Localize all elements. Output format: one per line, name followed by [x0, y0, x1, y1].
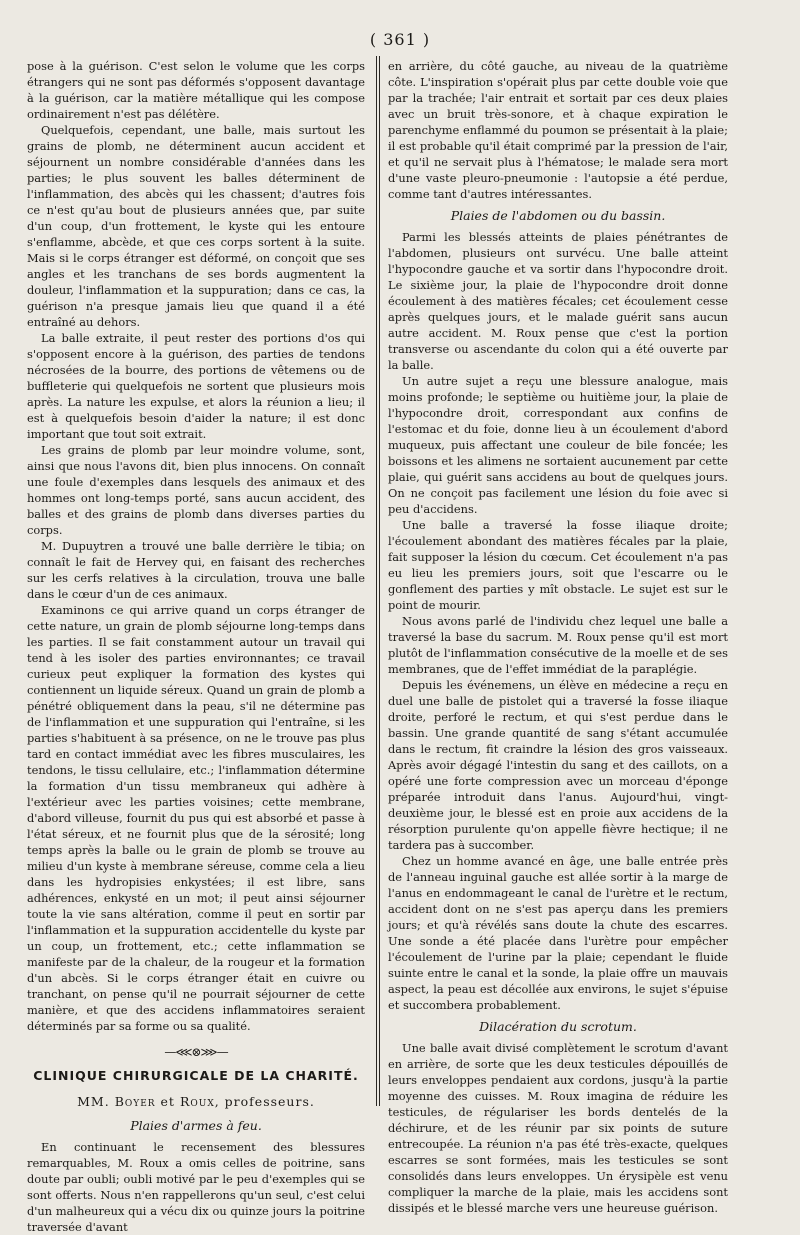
author-name: Roux — [179, 1094, 215, 1109]
paragraph: Depuis les événemens, un élève en médecine a reçu en duel une balle de pistolet qui a traversé la fosse iliaque droite, perforé le rectum, et qui s'est perdue dans le bassin. Une grande quantité de sang s'étant accumulée dans le rectum, fit craindre la lésion des gros vaisseaux. Après avoir dégagé l'intestin du sang et des caillots, on a opéré une forte compression avec un morceau d'éponge préparée introduit dans l'anus. Aujourd'hui, vingt-deuxième jour, le blessé est en proie aux accidens de la résorption purulente qu'on appelle fièvre hectique; il ne tardera pas à succomber. — [388, 678, 728, 852]
paragraph: Les grains de plomb par leur moindre volume, sont, ainsi que nous l'avons dit, bien plus innocens. On connaît une foule d'exemples dans lesquels des animaux et des hommes ont long-temps porté, sans aucun accident, des balles et des grains de plomb dans diverses parties du corps. — [27, 443, 365, 537]
ornament-divider: —⋘⊗⋙— — [164, 1045, 228, 1059]
right-column — [388, 58, 728, 1215]
subsection-heading: Plaies de l'abdomen ou du bassin. — [450, 208, 666, 223]
paragraph: Quelquefois, cependant, une balle, mais surtout les grains de plomb, ne déterminent aucun accident et séjournent un nombre considérable d'années dans les parties; le plus souvent les balles déterminent de l'inflammation, des abcès qui les chassent; d'autres fois ce n'est qu'au bout de plusieurs années que, par suite d'un coup, d'un frottement, le kyste qui les entoure s'enflamme, abcède, et que ces corps sortent à la suite. Mais si le corps étranger est déformé, on conçoit que ses angles et les tranchans de ses bords augmentent la douleur, l'inflammation et la suppuration; dans ce cas, la guérison n'a presque jamais lieu que quand il a été entraîné au dehors. — [27, 123, 365, 329]
paragraph: Chez un homme avancé en âge, une balle entrée près de l'anneau inguinal gauche est allée sortir à la marge de l'anus en endommageant le canal de l'urètre et le rectum, accident dont on ne s'est pas aperçu dans les premiers jours; et qu'à révélés sans doute la chute des escarres. Une sonde a été placée dans l'urètre pour empêcher l'écoulement de l'urine par la plaie; cependant le fluide suinte entre le canal et la sonde, la plaie offre un mauvais aspect, la peau est décollée aux environs, le sujet s'épuise et succombera probablement. — [388, 854, 728, 1012]
paragraph: Nous avons parlé de l'individu chez lequel une balle a traversé la base du sacrum. M. Roux pense qu'il est mort plutôt de l'inflammation consécutive de la moelle et de ses membranes, que de l'effet immédiat de la paraplégie. — [388, 614, 728, 676]
paragraph: Une balle a traversé la fosse iliaque droite; l'écoulement abondant des matières fécales par la plaie, fait supposer la lésion du cœcum. Cet écoulement n'a pas eu lieu les premiers jours, soit que l'escarre ou le gonflement des parties y mît obstacle. Le sujet est sur le point de mourir. — [388, 518, 728, 612]
column-rule — [376, 56, 377, 1106]
subsection-heading: Plaies d'armes à feu. — [130, 1118, 262, 1133]
paragraph: en arrière, du côté gauche, au niveau de la quatrième côte. L'inspiration s'opérait plus par cette double voie que par la trachée; l'air entrait et sortait par ces deux plaies avec un bruit très-sonore, et à chaque expiration le parenchyme enflammé du poumon se présentait à la plaie; il est probable qu'il était comprimé par la pression de l'air, et qu'il ne servait plus à l'hématose; le malade sera mort d'une vaste pleuro-pneumonie : l'autopsie a été perdue, comme tant d'autres intéressantes. — [388, 59, 728, 201]
column-rule-double — [379, 56, 380, 1106]
left-column — [27, 58, 365, 1234]
paragraph: pose à la guérison. C'est selon le volume que les corps étrangers qui ne sont pas déformés s'opposent davantage à la guérison, car la matière métallique qui les compose ordinairement n'est pas délétère. — [27, 59, 365, 121]
paragraph: La balle extraite, il peut rester des portions d'os qui s'opposent encore à la guérison, des parties de tendons nécrosées de la bourre, des portions de vêtemens ou de buffleterie qui quelquefois ne sortent que plusieurs mois après. La nature les expulse, et alors la réunion a lieu; il est à quelquefois besoin d'aider la nature; il est donc important que tout soit extrait. — [27, 331, 365, 441]
authors-suffix: , professeurs. — [214, 1094, 315, 1109]
subsection-heading: Dilacération du scrotum. — [479, 1019, 637, 1034]
paragraph: En continuant le recensement des blessures remarquables, M. Roux a omis celles de poitrine, sans doute par oubli; oubli motivé par le peu d'exemples qui se sont offerts. Nous n'en rappellerons qu'un seul, c'est celui d'un malheureux qui a vécu dix ou quinze jours la poitrine traversée d'avant — [27, 1140, 365, 1234]
authors-and: et — [160, 1094, 175, 1109]
authors-prefix: MM. — [77, 1094, 110, 1109]
paragraph: M. Dupuytren a trouvé une balle derrière le tibia; on connaît le fait de Hervey qui, en faisant des recherches sur les cerfs relatives à la circulation, trouva une balle dans le cœur d'un de ces animaux. — [27, 539, 365, 601]
section-title: CLINIQUE CHIRURGICALE DE LA CHARITÉ. — [33, 1068, 359, 1083]
paragraph: Examinons ce qui arrive quand un corps étranger de cette nature, un grain de plomb séjourne long-temps dans les parties. Il se fait constamment autour un travail qui tend à les isoler des parties environnantes; ce travail curieux peut expliquer la formation des kystes qui contiennent un liquide séreux. Quand un grain de plomb a pénétré obliquement dans la peau, s'il ne détermine pas de l'inflammation et une suppuration qui l'entraîne, si les parties s'habituent à sa présence, on ne le trouve pas plus tard en contact immédiat avec les fibres musculaires, les tendons, le tissu cellulaire, etc.; l'inflammation détermine la formation d'un tissu membraneux qui adhère à l'extérieur avec les parties voisines; cette membrane, d'abord villeuse, fournit du pus qui est absorbé et passe à l'état séreux, et ne fournit plus que de la sérosité; long temps après la balle ou le grain de plomb se trouve au milieu d'un kyste à membrane séreuse, comme cela a lieu dans les hydropisies enkystées; il est libre, sans adhérences, enkysté en un mot; il peut ainsi séjourner toute la vie sans altération, comme il peut en sortir par l'inflammation et la suppuration accidentelle du kyste par un coup, un frottement, etc.; cette inflammation se manifeste par de la chaleur, de la rougeur et la formation d'un abcès. Si le corps étranger était en cuivre ou tranchant, on pense qu'il ne pourrait séjourner de cette manière, et que des accidens inflammatoires seraient déterminés par sa forme ou sa qualité. — [27, 603, 365, 1033]
paragraph: Parmi les blessés atteints de plaies pénétrantes de l'abdomen, plusieurs ont survécu. Une balle atteint l'hypocondre gauche et va sortir dans l'hypocondre droit. Le sixième jour, la plaie de l'hypocondre droit donne écoulement à des matières fécales; cet écoulement cesse après quelques jours, et le malade guérit sans aucun autre accident. M. Roux pense que c'est la portion transverse ou ascendante du colon qui a été ouverte par la balle. — [388, 230, 728, 372]
page-number: ( 361 ) — [369, 30, 431, 49]
paragraph: Une balle avait divisé complètement le scrotum d'avant en arrière, de sorte que les deux testicules dépouillés de leurs enveloppes pendaient aux cordons, jusqu'à la partie moyenne des cuisses. M. Roux imagina de réduire les testicules, de régulariser les bords dentelés de la déchirure, et de les réunir par six points de suture entrecoupée. La réunion n'a pas été très-exacte, quelques escarres se sont formées, mais les testicules se sont consolidés dans leurs enveloppes. Un érysipèle est venu compliquer la marche de la plaie, mais les accidens sont dissipés et le blessé marche vers une heureuse guérison. — [388, 1041, 728, 1215]
authors-line — [27, 1094, 365, 1110]
author-name: Boyer — [114, 1094, 156, 1109]
paragraph: Un autre sujet a reçu une blessure analogue, mais moins profonde; le septième ou huitième jour, la plaie de l'hypocondre droit, correspondant aux confins de l'estomac et du foie, donne lieu à un écoulement d'abord muqueux, puis affectant une couleur de bile foncée; les boissons et les alimens ne sortaient aucunement par cette plaie, qui guérit sans accidens au bout de quelques jours. On ne conçoit pas facilement une lésion du foie avec si peu d'accidens. — [388, 374, 728, 516]
